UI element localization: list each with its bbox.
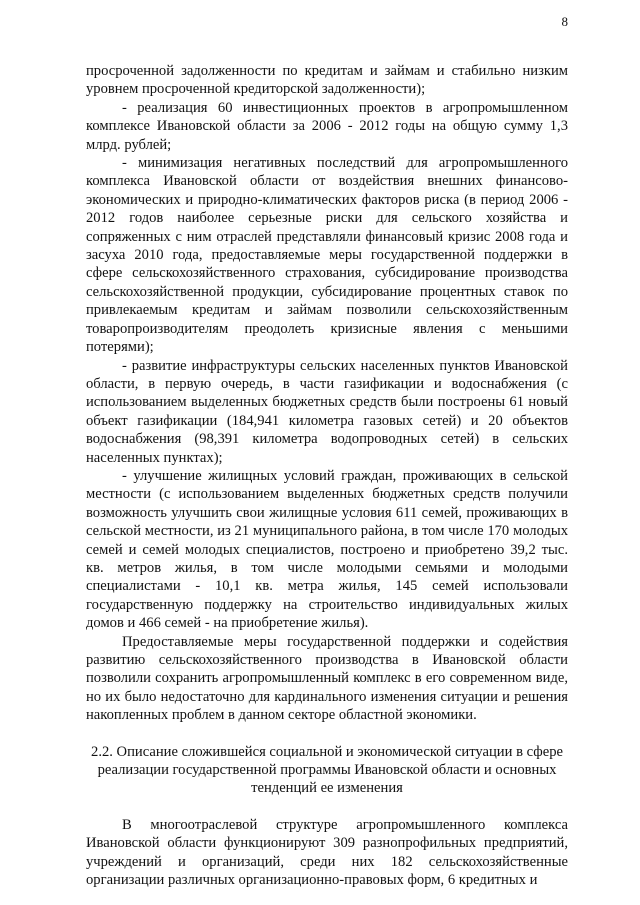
paragraph-housing: - улучшение жилищных условий граждан, проживающих в сельской местности (с использованием выделенных бюджетных средств получили возможность улучшить свои жилищные условия 611 семей, проживающих в сельской местности, из 21 муниципального района, в том числе 170 молодых семей и семей молодых специалистов, построено и приобретено 39,2 тыс. кв. метров жилья, в том числе молодыми семьями и молодыми специалистами - 10,1 кв. метра жилья, 145 семей использовали государственную поддержку на строительство индивидуальных жилых домов и 466 семей - на приобретение жилья). — [86, 467, 568, 632]
page-number: 8 — [561, 14, 568, 29]
paragraph-risk-minimization: - минимизация негативных последствий для агропромышленного комплекса Ивановской области от воздействия внешних финансово-экономических и природно-климатических факторов риска (в период 2006 - 2012 годов наиболее серьезные риски для сельского хозяйства и сопряженных с ним отраслей представляли финансовый кризис 2008 года и засуха 2010 года, предоставляемые меры государственной поддержки в сфере сельскохозяйственного страхования, субсидирование производства сельскохозяйственной продукции, субсидирование процентных ставок по привлекаемым кредитам и займам позволили сельскохозяйственным товаропроизводителям преодолеть кризисные явления с меньшими потерями); — [86, 155, 568, 356]
paragraph-structure: В многоотраслевой структуре агропромышленного комплекса Ивановской области функционируют 309 разнопрофильных предприятий, учреждений и организаций, среди них 182 сельскохозяйственные организации различных организационно-правовых форм, 6 кредитных и — [86, 816, 568, 889]
section-heading: 2.2. Описание сложившейся социальной и экономической ситуации в сфере реализации государственной программы Ивановской области и основных тенденций ее изменения — [91, 743, 563, 797]
paragraph-investment-projects: - реализация 60 инвестиционных проектов в агропромышленном комплексе Ивановской области за 2006 - 2012 годы на общую сумму 1,3 млрд. рублей; — [86, 99, 568, 153]
paragraph-infrastructure: - развитие инфраструктуры сельских населенных пунктов Ивановской области, в первую очередь, в части газификации и водоснабжения (с использованием выделенных бюджетных средств были построены 61 новый объект газификации (184,941 километра газовых сетей) и 20 объектов водоснабжения (98,391 километра водопроводных сетей) в сельских населенных пунктах); — [86, 357, 568, 466]
paragraph-continuation: просроченной задолженности по кредитам и займам и стабильно низким уровнем просроченной кредиторской задолженности); — [86, 63, 568, 98]
document-body — [86, 62, 568, 889]
paragraph-support-measures: Предоставляемые меры государственной поддержки и содействия развитию сельскохозяйственного производства в Ивановской области позволили сохранить агропромышленный комплекс в его современном виде, но их было недостаточно для кардинального изменения ситуации и решения накопленных проблем в данном секторе областной экономики. — [86, 633, 568, 724]
